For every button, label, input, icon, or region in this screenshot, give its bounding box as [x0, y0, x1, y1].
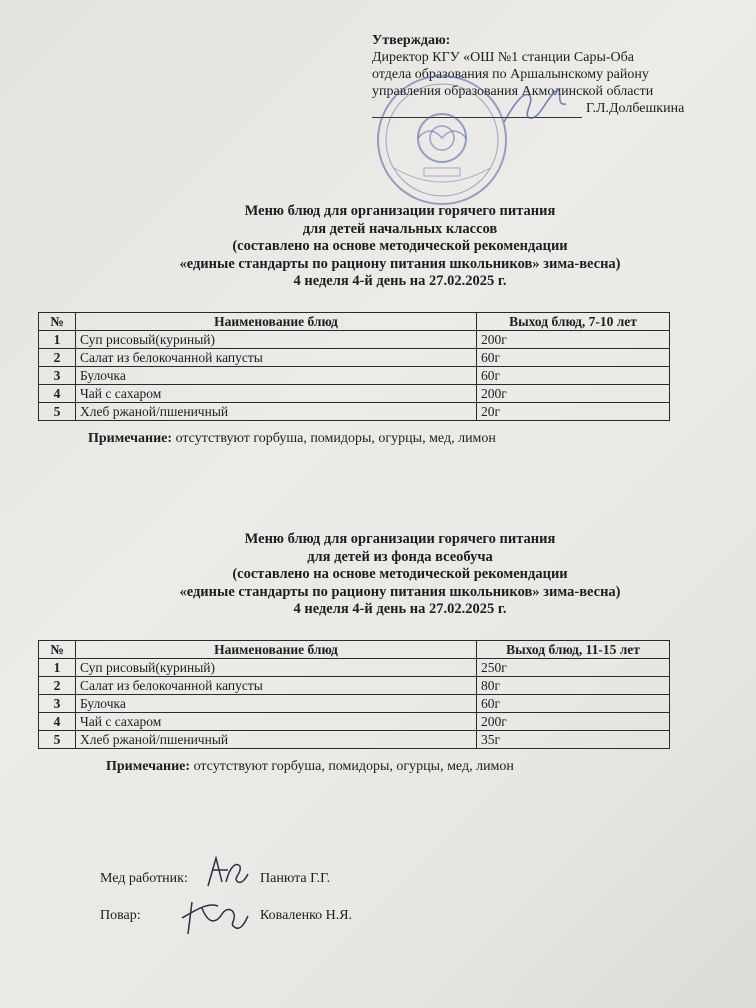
row-output: 80г	[477, 677, 670, 695]
row-num: 5	[39, 731, 76, 749]
table-row	[39, 385, 670, 403]
medic-signature-icon	[202, 852, 252, 892]
menu2-heading-line-4: «единые стандарты по рациону питания школьников» зима-весна)	[179, 583, 621, 600]
row-num: 4	[39, 385, 76, 403]
menu2-heading-line-2: для детей из фонда всеобуча	[307, 548, 493, 565]
col-name-header: Наименование блюд	[76, 313, 477, 331]
menu2-heading-line-5: 4 неделя 4-й день на 27.02.2025 г.	[293, 601, 507, 617]
row-output: 35г	[477, 731, 670, 749]
menu2-note-text: отсутствуют горбуша, помидоры, огурцы, мед, лимон	[190, 759, 514, 774]
row-num: 1	[39, 659, 76, 677]
col-name-header: Наименование блюд	[76, 641, 477, 659]
row-output: 60г	[477, 349, 670, 367]
menu2-heading-line-1: Меню блюд для организации горячего питания	[244, 531, 556, 547]
row-num: 4	[39, 713, 76, 731]
col-output-header: Выход блюд, 7-10 лет	[477, 313, 670, 331]
menu1-heading-line-2: для детей начальных классов	[302, 220, 498, 237]
row-num: 5	[39, 403, 76, 421]
table-row	[39, 367, 670, 385]
menu1-heading	[130, 203, 670, 291]
menu2-heading-line-3: (составлено на основе методической рекомендации	[232, 566, 568, 582]
menu1-note-label: Примечание:	[88, 431, 173, 446]
menu1-heading-line-1: Меню блюд для организации горячего питания	[244, 203, 556, 219]
row-dish: Суп рисовый(куриный)	[76, 659, 477, 677]
approval-signer: Г.Л.Долбешкина	[586, 101, 685, 116]
row-dish: Чай с сахаром	[76, 713, 477, 731]
table-row	[39, 677, 670, 695]
cook-signature-icon	[178, 894, 252, 940]
row-output: 200г	[477, 331, 670, 349]
row-dish: Хлеб ржаной/пшеничный	[76, 731, 477, 749]
row-num: 3	[39, 367, 76, 385]
menu1-table	[38, 312, 670, 421]
row-dish: Булочка	[76, 367, 477, 385]
table-row	[39, 331, 670, 349]
table-header-row	[39, 313, 670, 331]
col-output-header: Выход блюд, 11-15 лет	[477, 641, 670, 659]
row-dish: Чай с сахаром	[76, 385, 477, 403]
menu1-heading-line-3: (составлено на основе методической рекомендации	[232, 238, 568, 254]
cook-label: Повар:	[100, 908, 141, 923]
row-num: 2	[39, 677, 76, 695]
table-row	[39, 403, 670, 421]
table-row	[39, 695, 670, 713]
row-dish: Салат из белокочанной капусты	[76, 349, 477, 367]
row-output: 60г	[477, 367, 670, 385]
director-signature-icon	[500, 84, 570, 128]
cook-name: Коваленко Н.Я.	[260, 908, 353, 923]
row-num: 3	[39, 695, 76, 713]
official-seal-stamp-icon	[374, 72, 510, 208]
row-num: 2	[39, 349, 76, 367]
approval-line-3: управления образования Акмолинской области	[372, 84, 654, 99]
table-row	[39, 659, 670, 677]
medic-name: Панюта Г.Г.	[260, 871, 331, 886]
approval-line-1: Директор КГУ «ОШ №1 станции Сары-Оба	[372, 50, 634, 65]
menu1-note-text: отсутствуют горбуша, помидоры, огурцы, мед, лимон	[172, 431, 496, 446]
menu1-heading-line-5: 4 неделя 4-й день на 27.02.2025 г.	[293, 273, 507, 289]
menu2-note-label: Примечание:	[106, 759, 191, 774]
row-dish: Суп рисовый(куриный)	[76, 331, 477, 349]
table-row	[39, 713, 670, 731]
menu2-table	[38, 640, 670, 749]
row-output: 200г	[477, 713, 670, 731]
menu1-heading-line-4: «единые стандарты по рациону питания школьников» зима-весна)	[179, 255, 621, 272]
approval-title: Утверждаю:	[372, 33, 451, 48]
menu2-note	[106, 759, 514, 775]
row-output: 200г	[477, 385, 670, 403]
table-row	[39, 349, 670, 367]
medic-label: Мед работник:	[100, 871, 188, 886]
row-dish: Булочка	[76, 695, 477, 713]
row-dish: Салат из белокочанной капусты	[76, 677, 477, 695]
col-num-header: №	[39, 313, 76, 331]
table-header-row	[39, 641, 670, 659]
row-output: 60г	[477, 695, 670, 713]
row-dish: Хлеб ржаной/пшеничный	[76, 403, 477, 421]
row-output: 20г	[477, 403, 670, 421]
approval-line-2: отдела образования по Аршалынскому району	[372, 67, 649, 82]
table-row	[39, 731, 670, 749]
row-num: 1	[39, 331, 76, 349]
col-num-header: №	[39, 641, 76, 659]
menu2-heading	[130, 531, 670, 619]
menu1-note	[88, 431, 496, 447]
row-output: 250г	[477, 659, 670, 677]
